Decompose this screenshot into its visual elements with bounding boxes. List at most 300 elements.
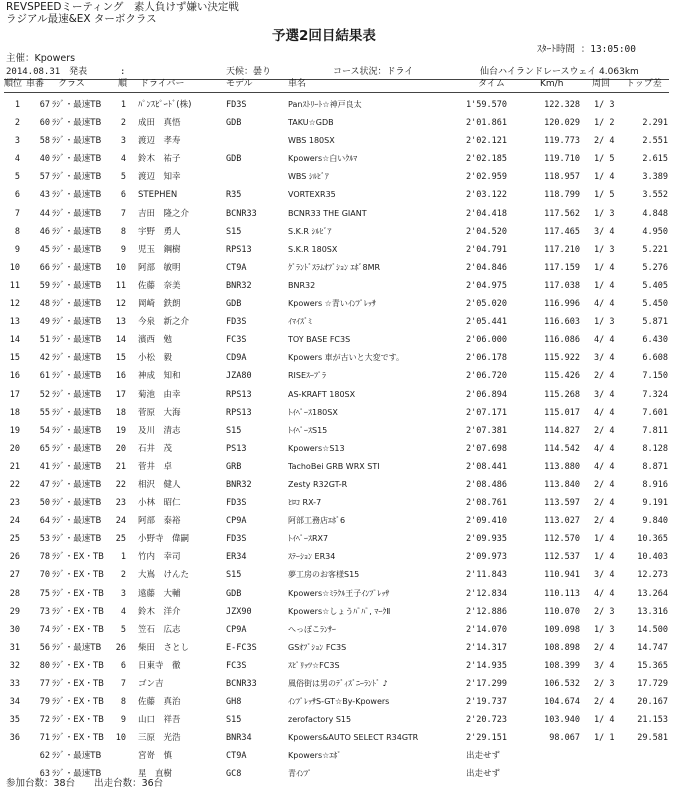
table-row [0, 404, 673, 422]
table-row [0, 367, 673, 385]
cell-class: ﾗｼﾞ・最速TB [52, 299, 102, 310]
cell-class: ﾗｼﾞ・最速TB [52, 479, 102, 490]
cell-lap-count: 1/ 4 [594, 172, 615, 183]
cell-class-rank: 20 [115, 443, 126, 454]
cell-car-number: 58 [39, 136, 50, 147]
cell-class: ﾗｼﾞ・EX・TB [52, 715, 104, 726]
cell-model: R35 [226, 190, 242, 201]
cell-class: ﾗｼﾞ・最速TB [52, 371, 102, 382]
cell-car-name: ｲﾏｲｽﾞﾐ [288, 317, 312, 327]
cell-car-name: ｽﾋﾟﾘｯﾂ☆FC3S [288, 660, 340, 670]
cell-speed: 120.029 [544, 118, 580, 129]
cell-car-number: 59 [39, 280, 50, 291]
cell-lap-count: 4/ 4 [594, 588, 615, 599]
cell-speed: 116.603 [544, 317, 580, 328]
cell-model: BCNR33 [226, 679, 257, 689]
cell-gap-to-top: 5.450 [642, 299, 668, 310]
organizer: 主催：Kpowers [6, 53, 76, 64]
cell-model: FC3S [226, 335, 247, 346]
cell-lap-time: 2'06.894 [466, 389, 507, 400]
cell-rank: 25 [9, 534, 20, 545]
cell-driver: 宇野 勇人 [138, 226, 181, 237]
cell-car-number: 55 [39, 407, 50, 418]
info-row [0, 67, 673, 79]
cell-lap-count: 1/ 4 [594, 262, 615, 273]
cell-speed: 119.773 [544, 136, 580, 147]
cell-driver: 日東寺 徹 [138, 660, 181, 671]
cell-car-name: WBS ｼﾙﾋﾞｱ [288, 172, 329, 182]
cell-lap-time: 2'12.834 [466, 588, 507, 599]
cell-car-number: 48 [39, 299, 50, 310]
cell-rank: 32 [9, 660, 20, 671]
cell-speed: 113.597 [544, 498, 580, 509]
cell-car-name: 青ｲﾝﾌﾟ [288, 769, 312, 779]
cell-lap-time: 2'17.299 [466, 679, 507, 689]
cell-car-number: 53 [39, 534, 50, 545]
cell-lap-time: 2'05.441 [466, 317, 507, 328]
col-pos: 順位 [4, 79, 23, 89]
cell-driver: 遠藤 大輔 [138, 588, 181, 599]
cell-class: ﾗｼﾞ・最速TB [52, 244, 102, 255]
cell-rank: 24 [9, 516, 20, 527]
cell-car-number: 42 [39, 353, 50, 364]
cell-car-number: 75 [39, 588, 50, 599]
cell-car-name: Kpowers☆ｴﾎﾞ [288, 751, 342, 761]
table-row [0, 747, 673, 765]
cell-car-number: 78 [39, 552, 50, 563]
cell-model: GDB [226, 154, 242, 165]
cell-lap-count: 2/ 3 [594, 679, 615, 689]
circuit: 仙台ハイランドレースウェイ 4.063km [480, 67, 639, 77]
col-laps: 周回 [592, 79, 611, 89]
cell-car-name: BNR32 [288, 280, 316, 290]
col-class: クラス [58, 79, 85, 89]
cell-gap-to-top: 10.365 [637, 534, 668, 545]
cell-gap-to-top: 9.840 [642, 516, 668, 527]
cell-class: ﾗｼﾞ・EX・TB [52, 570, 104, 581]
cell-lap-time: 2'20.723 [466, 715, 507, 726]
cell-car-name: 風俗街は男のﾃﾞｨｽﾞﾆｰﾗﾝﾄﾞ ♪ [288, 679, 388, 688]
results-table [0, 96, 673, 784]
cell-lap-time: 2'06.000 [466, 335, 507, 346]
col-order: 順 [118, 79, 128, 89]
cell-lap-time: 2'09.410 [466, 516, 507, 527]
cell-class: ﾗｼﾞ・EX・TB [52, 679, 104, 689]
cell-speed: 118.957 [544, 172, 580, 183]
cell-lap-count: 1/ 3 [594, 208, 615, 219]
cell-speed: 117.038 [544, 280, 580, 291]
cell-model: S15 [226, 425, 242, 436]
cell-driver: 菊池 由幸 [138, 389, 181, 400]
cell-class-rank: 14 [115, 335, 126, 346]
table-row [0, 458, 673, 476]
cell-gap-to-top: 5.276 [642, 262, 668, 273]
cell-gap-to-top: 6.608 [642, 353, 668, 364]
cell-lap-count: 1/ 5 [594, 190, 615, 201]
table-row [0, 168, 673, 186]
cell-driver: 星 直樹 [138, 769, 173, 780]
cell-class: ﾗｼﾞ・EX・TB [52, 733, 104, 744]
cell-driver: 阿部 泰裕 [138, 516, 181, 527]
cell-class-rank: 1 [120, 552, 126, 563]
cell-lap-count: 4/ 4 [594, 443, 615, 454]
cell-car-number: 41 [39, 461, 50, 472]
cell-rank: 6 [14, 190, 20, 201]
cell-speed: 116.996 [544, 299, 580, 310]
table-row [0, 512, 673, 530]
cell-driver: 笠石 広志 [138, 624, 181, 635]
cell-rank: 11 [9, 280, 20, 291]
cell-driver: 佐藤 奈美 [138, 280, 181, 291]
col-gap: トップ差 [626, 79, 662, 89]
cell-lap-time: 2'08.486 [466, 479, 507, 490]
cell-class: ﾗｼﾞ・最速TB [52, 317, 102, 328]
cell-car-name: AS-KRAFT 180SX [288, 389, 356, 399]
cell-lap-count: 1/ 4 [594, 552, 615, 563]
cell-driver: 鈴木 洋介 [138, 606, 181, 617]
page-title: 予選2回目結果表 [272, 28, 376, 44]
cell-speed: 113.880 [544, 461, 580, 472]
table-row [0, 241, 673, 259]
cell-model: BNR34 [226, 733, 252, 744]
start-time: ｽﾀｰﾄ時間 ：13:05:00 [537, 44, 636, 55]
cell-car-name: Kpowers☆しょうﾊﾟﾊﾟ, ﾏｰｸⅡ [288, 606, 391, 616]
table-row [0, 96, 673, 114]
table-row [0, 150, 673, 168]
cell-lap-time: 2'01.861 [466, 118, 507, 129]
cell-car-number: 73 [39, 606, 50, 617]
cell-model: RPS13 [226, 244, 252, 255]
cell-car-number: 80 [39, 660, 50, 671]
cell-class-rank: 8 [120, 697, 126, 708]
col-car: 車名 [288, 79, 307, 89]
cell-model: FD3S [226, 317, 247, 328]
cell-rank: 12 [9, 299, 20, 310]
cell-gap-to-top: 8.871 [642, 461, 668, 472]
cell-class: ﾗｼﾞ・最速TB [52, 642, 102, 653]
cell-speed: 113.840 [544, 479, 580, 490]
cell-class: ﾗｼﾞ・最速TB [52, 516, 102, 527]
cell-gap-to-top: 8.128 [642, 443, 668, 454]
cell-car-number: 64 [39, 516, 50, 527]
cell-class: ﾗｼﾞ・最速TB [52, 534, 102, 545]
cell-car-number: 62 [39, 751, 50, 762]
cell-car-name: ﾋﾛｺ RX-7 [288, 498, 322, 508]
cell-lap-time: 2'09.973 [466, 552, 507, 563]
cell-car-name: VORTEXR35 [288, 190, 336, 200]
cell-car-name: ﾄｲﾍﾟｰｽRX7 [288, 534, 329, 544]
cell-rank: 21 [9, 461, 20, 472]
cell-lap-count: 1/ 3 [594, 244, 615, 255]
cell-car-number: 50 [39, 498, 50, 509]
cell-gap-to-top: 3.552 [642, 190, 668, 201]
cell-lap-time: 2'02.185 [466, 154, 507, 165]
cell-speed: 115.426 [544, 371, 580, 382]
cell-car-name: TAKU☆GDB [288, 118, 334, 128]
cell-class: ﾗｼﾞ・EX・TB [52, 606, 104, 617]
cell-car-name: TOY BASE FC3S [288, 335, 351, 345]
cell-driver: 渡辺 孝寿 [138, 136, 181, 147]
cell-lap-count: 2/ 4 [594, 136, 615, 147]
cell-car-name: 夢工房のお客様S15 [288, 570, 360, 580]
cell-model: S15 [226, 570, 242, 581]
cell-speed: 112.537 [544, 552, 580, 563]
table-row [0, 277, 673, 295]
cell-car-number: 56 [39, 642, 50, 653]
cell-lap-time: 2'08.761 [466, 498, 507, 509]
cell-driver: ﾊﾟﾝｽﾋﾟｰﾄﾞ(株) [138, 100, 192, 110]
cell-lap-count: 1/ 4 [594, 280, 615, 291]
cell-lap-count: 2/ 4 [594, 425, 615, 436]
cell-driver: 濱西 勉 [138, 335, 173, 346]
col-time: タイム [478, 79, 505, 89]
cell-gap-to-top: 2.291 [642, 118, 668, 129]
cell-class: ﾗｼﾞ・最速TB [52, 280, 102, 291]
cell-gap-to-top: 20.167 [637, 697, 668, 708]
cell-car-number: 44 [39, 208, 50, 219]
cell-lap-time: 2'12.886 [466, 606, 507, 617]
cell-speed: 117.465 [544, 226, 580, 237]
cell-class-rank: 16 [115, 371, 126, 382]
cell-class: ﾗｼﾞ・最速TB [52, 226, 102, 237]
cell-lap-time: 2'07.171 [466, 407, 507, 418]
cell-class: ﾗｼﾞ・EX・TB [52, 660, 104, 671]
cell-lap-time: 2'08.441 [466, 461, 507, 472]
cell-model: FD3S [226, 498, 247, 509]
cell-car-number: 67 [39, 100, 50, 110]
cell-class-rank: 25 [115, 534, 126, 545]
cell-class-rank: 8 [120, 226, 126, 237]
cell-class-rank: 22 [115, 479, 126, 490]
cell-car-number: 49 [39, 317, 50, 328]
cell-speed: 108.898 [544, 642, 580, 653]
cell-class: ﾗｼﾞ・最速TB [52, 262, 102, 273]
cell-car-name: WBS 180SX [288, 136, 335, 146]
cell-class: ﾗｼﾞ・最速TB [52, 154, 102, 165]
cell-rank: 14 [9, 335, 20, 346]
cell-class: ﾗｼﾞ・最速TB [52, 118, 102, 129]
cell-model: BNR32 [226, 280, 252, 291]
cell-driver: 渡辺 知幸 [138, 172, 181, 183]
cell-gap-to-top: 8.916 [642, 479, 668, 490]
cell-car-name: ﾄｲﾍﾟｰｽS15 [288, 425, 328, 435]
cell-lap-count: 1/ 2 [594, 118, 615, 129]
cell-class: ﾗｼﾞ・最速TB [52, 335, 102, 346]
cell-gap-to-top: 14.500 [637, 624, 668, 635]
cell-lap-time: 2'03.122 [466, 190, 507, 201]
table-row [0, 186, 673, 204]
weather: 天候：曇り [226, 67, 272, 77]
cell-speed: 115.922 [544, 353, 580, 364]
cell-class: ﾗｼﾞ・最速TB [52, 498, 102, 509]
cell-gap-to-top: 29.581 [637, 733, 668, 744]
cell-speed: 110.113 [544, 588, 580, 599]
cell-rank: 17 [9, 389, 20, 400]
cell-model: GC8 [226, 769, 242, 780]
table-row [0, 132, 673, 150]
cell-speed: 108.399 [544, 660, 580, 671]
cell-rank: 19 [9, 425, 20, 436]
cell-driver: 成田 真悟 [138, 118, 181, 129]
cell-speed: 114.542 [544, 443, 580, 454]
cell-class: ﾗｼﾞ・EX・TB [52, 588, 104, 599]
cell-speed: 113.027 [544, 516, 580, 527]
cell-car-number: 72 [39, 715, 50, 726]
cell-lap-time: 1'59.570 [466, 100, 507, 110]
cell-class-rank: 18 [115, 407, 126, 418]
cell-gap-to-top: 3.389 [642, 172, 668, 183]
cell-car-name: へっぽこﾗﾝｻｰ [288, 624, 336, 634]
cell-rank: 20 [9, 443, 20, 454]
cell-car-name: Kpowers&AUTO SELECT R34GTR [288, 733, 419, 743]
cell-lap-time: 2'02.959 [466, 172, 507, 183]
cell-driver: 佐藤 真治 [138, 697, 181, 708]
cell-lap-time: 2'14.317 [466, 642, 507, 653]
event-title: REVSPEEDミーティング 素人負けず嫌い決定戦 [6, 1, 239, 13]
table-row [0, 205, 673, 223]
cell-class-rank: 6 [120, 660, 126, 671]
cell-model: GRB [226, 461, 242, 472]
cell-lap-count: 2/ 4 [594, 642, 615, 653]
cell-car-name: zerofactory S15 [288, 715, 352, 725]
cell-model: JZX90 [226, 606, 252, 617]
cell-speed: 117.159 [544, 262, 580, 273]
cell-car-name: BCNR33 THE GIANT [288, 208, 367, 218]
cell-car-name: GSｵﾌﾞｼｮﾝ FC3S [288, 642, 347, 652]
cell-lap-count: 2/ 4 [594, 697, 615, 708]
cell-car-number: 79 [39, 697, 50, 708]
table-row [0, 440, 673, 458]
cell-car-name: Panｽﾄﾘｰﾄ☆神戸良太 [288, 100, 362, 109]
cell-class-rank: 12 [115, 299, 126, 310]
cell-speed: 112.570 [544, 534, 580, 545]
cell-lap-time: 2'05.020 [466, 299, 507, 310]
cell-class-rank: 7 [120, 208, 126, 219]
cell-class-rank: 6 [120, 190, 126, 201]
cell-car-name: S.K.R ｼﾙﾋﾞｱ [288, 226, 332, 236]
cell-driver: 小林 昭仁 [138, 498, 181, 509]
cell-car-number: 54 [39, 425, 50, 436]
cell-rank: 2 [14, 118, 20, 129]
cell-rank: 36 [9, 733, 20, 744]
cell-model: E-FC3S [226, 642, 257, 653]
cell-car-name: Kpowers☆白いｸﾙﾏ [288, 154, 358, 164]
cell-class: ﾗｼﾞ・最速TB [52, 190, 102, 201]
cell-speed: 118.799 [544, 190, 580, 201]
table-row [0, 675, 673, 693]
course-condition: コース状況：ドライ [333, 67, 414, 77]
cell-lap-count: 4/ 4 [594, 335, 615, 346]
cell-car-number: 46 [39, 226, 50, 237]
cell-class: ﾗｼﾞ・最速TB [52, 136, 102, 147]
cell-car-number: 71 [39, 733, 50, 744]
cell-car-number: 40 [39, 154, 50, 165]
cell-speed: 115.017 [544, 407, 580, 418]
cell-car-name: Kpowers ☆青いｲﾝﾌﾟﾚｯｻ [288, 299, 376, 309]
cell-model: S15 [226, 226, 242, 237]
cell-lap-count: 4/ 4 [594, 299, 615, 310]
cell-gap-to-top: 7.811 [642, 425, 668, 436]
cell-rank: 35 [9, 715, 20, 726]
table-row [0, 295, 673, 313]
cell-car-name: S.K.R 180SX [288, 244, 338, 254]
table-row [0, 530, 673, 548]
table-row [0, 114, 673, 132]
cell-class-rank: 15 [115, 353, 126, 364]
table-row [0, 349, 673, 367]
cell-rank: 26 [9, 552, 20, 563]
cell-car-name: ｸﾞﾗﾝﾄﾞｽﾗﾑｵﾌﾞｼｮﾝ ｴﾎﾞ8MR [288, 262, 381, 272]
cell-model: GDB [226, 588, 242, 599]
cell-speed: 117.562 [544, 208, 580, 219]
cell-lap-count: 3/ 4 [594, 660, 615, 671]
cell-lap-count: 3/ 4 [594, 570, 615, 581]
cell-class-rank: 5 [120, 624, 126, 635]
cell-model: FC3S [226, 660, 247, 671]
cell-car-number: 61 [39, 371, 50, 382]
table-header [0, 79, 673, 91]
cell-gap-to-top: 4.848 [642, 208, 668, 219]
cell-class-rank: 17 [115, 389, 126, 400]
cell-gap-to-top: 10.403 [637, 552, 668, 563]
cell-model: BNR32 [226, 479, 252, 490]
cell-car-number: 70 [39, 570, 50, 581]
cell-speed: 116.086 [544, 335, 580, 346]
cell-driver: 石井 茂 [138, 443, 173, 454]
cell-class: ﾗｼﾞ・最速TB [52, 425, 102, 436]
cell-rank: 9 [14, 244, 20, 255]
cell-gap-to-top: 9.191 [642, 498, 668, 509]
cell-driver: 竹内 幸司 [138, 552, 181, 563]
cell-driver: 宮嵜 慎 [138, 751, 173, 762]
cell-gap-to-top: 7.601 [642, 407, 668, 418]
cell-gap-to-top: 4.950 [642, 226, 668, 237]
table-row [0, 585, 673, 603]
cell-driver: 今泉 新之介 [138, 317, 190, 328]
cell-class: ﾗｼﾞ・最速TB [52, 208, 102, 219]
cell-lap-count: 1/ 4 [594, 715, 615, 726]
cell-lap-count: 3/ 4 [594, 353, 615, 364]
cell-class: ﾗｼﾞ・最速TB [52, 443, 102, 454]
cell-model: GDB [226, 299, 242, 310]
cell-rank: 33 [9, 679, 20, 689]
table-row [0, 494, 673, 512]
cell-lap-count: 3/ 4 [594, 226, 615, 237]
cell-car-number: 51 [39, 335, 50, 346]
cell-lap-time: 2'04.975 [466, 280, 507, 291]
cell-model: CD9A [226, 353, 247, 364]
cell-class-rank: 2 [120, 118, 126, 129]
cell-lap-count: 1/ 1 [594, 733, 615, 744]
cell-class-rank: 4 [120, 154, 126, 165]
cell-driver: 岡崎 鉄朗 [138, 299, 181, 310]
cell-gap-to-top: 6.430 [642, 335, 668, 346]
cell-driver: 吉田 隆之介 [138, 208, 190, 219]
cell-lap-count: 2/ 4 [594, 371, 615, 382]
divider-header [4, 92, 669, 93]
cell-model: PS13 [226, 443, 247, 454]
cell-gap-to-top: 14.747 [637, 642, 668, 653]
cell-lap-time: 出走せず [466, 751, 501, 762]
table-row [0, 566, 673, 584]
cell-speed: 122.328 [544, 100, 580, 110]
cell-lap-count: 1/ 3 [594, 100, 615, 110]
cell-gap-to-top: 13.264 [637, 588, 668, 599]
cell-model: BCNR33 [226, 208, 257, 219]
cell-model: CP9A [226, 516, 247, 527]
cell-lap-time: 2'04.846 [466, 262, 507, 273]
cell-class: ﾗｼﾞ・最速TB [52, 172, 102, 183]
